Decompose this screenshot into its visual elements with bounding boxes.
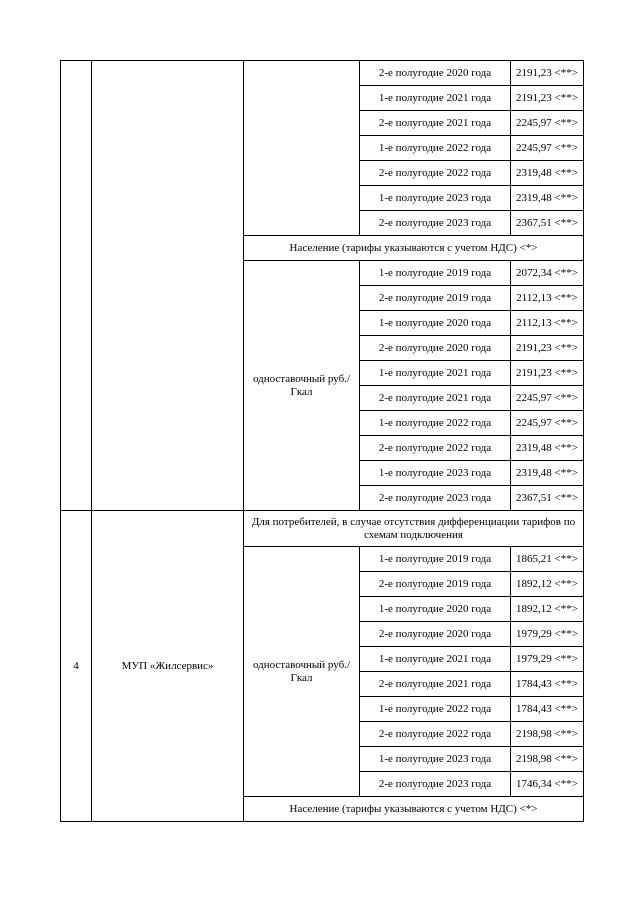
tariff-value-cell: 2198,98 <**>	[511, 722, 584, 747]
period-cell: 2-е полугодие 2020 года	[360, 336, 511, 361]
period-cell: 1-е полугодие 2022 года	[360, 411, 511, 436]
tariff-value-cell: 2319,48 <**>	[511, 436, 584, 461]
period-cell: 1-е полугодие 2019 года	[360, 261, 511, 286]
period-cell: 2-е полугодие 2021 года	[360, 111, 511, 136]
period-cell: 2-е полугодие 2022 года	[360, 436, 511, 461]
row-number-cell: 4	[61, 511, 92, 822]
tariff-value-cell: 2245,97 <**>	[511, 386, 584, 411]
table-row	[61, 511, 584, 547]
tariff-value-cell: 1979,29 <**>	[511, 647, 584, 672]
tariff-value-cell: 2191,23 <**>	[511, 86, 584, 111]
tariff-value-cell: 2112,13 <**>	[511, 286, 584, 311]
row-number-cell	[61, 61, 92, 511]
period-cell: 1-е полугодие 2023 года	[360, 747, 511, 772]
period-cell: 2-е полугодие 2020 года	[360, 61, 511, 86]
tariff-value-cell: 2319,48 <**>	[511, 461, 584, 486]
period-cell: 2-е полугодие 2021 года	[360, 672, 511, 697]
period-cell: 2-е полугодие 2021 года	[360, 386, 511, 411]
period-cell: 1-е полугодие 2022 года	[360, 136, 511, 161]
tariff-value-cell: 2198,98 <**>	[511, 747, 584, 772]
period-cell: 1-е полугодие 2023 года	[360, 461, 511, 486]
tariff-value-cell: 1892,12 <**>	[511, 572, 584, 597]
period-cell: 2-е полугодие 2022 года	[360, 161, 511, 186]
tariff-table-body	[61, 61, 584, 822]
period-cell: 2-е полугодие 2023 года	[360, 211, 511, 236]
tariff-value-cell: 2367,51 <**>	[511, 211, 584, 236]
tariff-type-cell: одноставочный руб./Гкал	[244, 547, 360, 797]
tariff-type-cell: одноставочный руб./Гкал	[244, 261, 360, 511]
tariff-value-cell: 2319,48 <**>	[511, 186, 584, 211]
period-cell: 2-е полугодие 2023 года	[360, 772, 511, 797]
period-cell: 1-е полугодие 2021 года	[360, 647, 511, 672]
tariff-value-cell: 2367,51 <**>	[511, 486, 584, 511]
tariff-value-cell: 2191,23 <**>	[511, 361, 584, 386]
tariff-type-cell	[244, 61, 360, 236]
period-cell: 1-е полугодие 2020 года	[360, 597, 511, 622]
tariff-value-cell: 1892,12 <**>	[511, 597, 584, 622]
tariff-value-cell: 2191,23 <**>	[511, 336, 584, 361]
tariff-value-cell: 1865,21 <**>	[511, 547, 584, 572]
tariff-value-cell: 2245,97 <**>	[511, 411, 584, 436]
tariff-table	[60, 60, 584, 822]
period-cell: 2-е полугодие 2023 года	[360, 486, 511, 511]
period-cell: 1-е полугодие 2022 года	[360, 697, 511, 722]
period-cell: 1-е полугодие 2023 года	[360, 186, 511, 211]
tariff-value-cell: 1979,29 <**>	[511, 622, 584, 647]
population-header: Население (тарифы указываются с учетом НДС) <*>	[244, 236, 584, 261]
period-cell: 1-е полугодие 2021 года	[360, 86, 511, 111]
organization-cell: МУП «Жилсервис»	[92, 511, 244, 822]
population-header: Население (тарифы указываются с учетом НДС) <*>	[244, 797, 584, 822]
consumers-header: Для потребителей, в случае отсутствия дифференциации тарифов по схемам подключения	[244, 511, 584, 547]
tariff-value-cell: 1784,43 <**>	[511, 697, 584, 722]
period-cell: 1-е полугодие 2020 года	[360, 311, 511, 336]
tariff-value-cell: 2245,97 <**>	[511, 136, 584, 161]
period-cell: 2-е полугодие 2019 года	[360, 286, 511, 311]
table-row	[61, 61, 584, 86]
tariff-value-cell: 2072,34 <**>	[511, 261, 584, 286]
tariff-value-cell: 2112,13 <**>	[511, 311, 584, 336]
tariff-value-cell: 2245,97 <**>	[511, 111, 584, 136]
tariff-value-cell: 2319,48 <**>	[511, 161, 584, 186]
period-cell: 1-е полугодие 2019 года	[360, 547, 511, 572]
tariff-value-cell: 1746,34 <**>	[511, 772, 584, 797]
period-cell: 2-е полугодие 2020 года	[360, 622, 511, 647]
organization-cell	[92, 61, 244, 511]
period-cell: 1-е полугодие 2021 года	[360, 361, 511, 386]
tariff-value-cell: 2191,23 <**>	[511, 61, 584, 86]
period-cell: 2-е полугодие 2022 года	[360, 722, 511, 747]
tariff-value-cell: 1784,43 <**>	[511, 672, 584, 697]
period-cell: 2-е полугодие 2019 года	[360, 572, 511, 597]
